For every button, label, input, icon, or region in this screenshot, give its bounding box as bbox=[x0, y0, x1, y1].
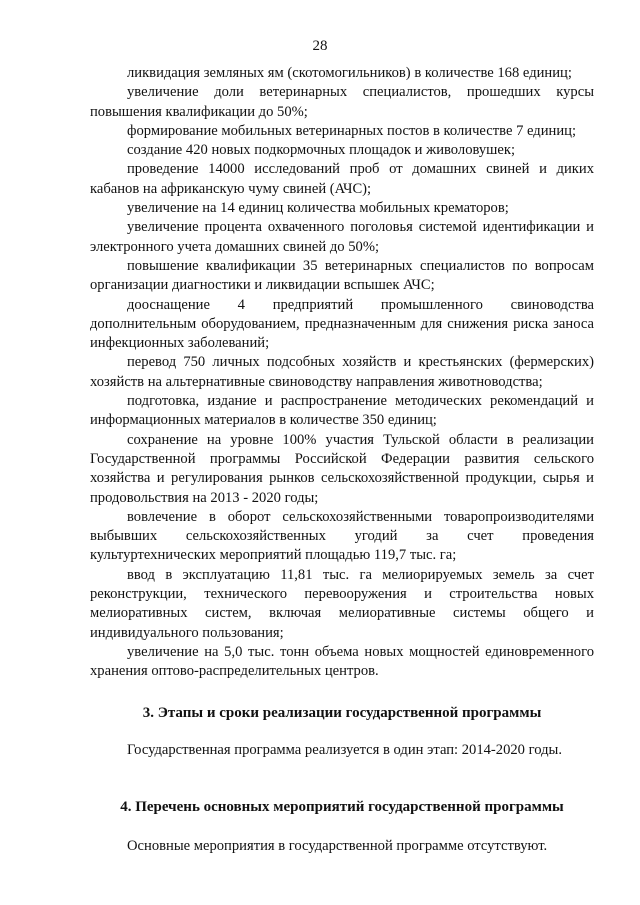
list-item: ввод в эксплуатацию 11,81 тыс. га мелиорируемых земель за счет реконструкции, технического перевооружения и строительства новых мелиоративных систем, включая мелиоративные системы общего и индивидуального пользования; bbox=[90, 566, 594, 641]
list-item: ликвидация земляных ям (скотомогильников) в количестве 168 единиц; bbox=[127, 65, 572, 81]
section-text-stages: Государственная программа реализуется в один этап: 2014-2020 годы. bbox=[127, 741, 563, 758]
list-item: перевод 750 личных подсобных хозяйств и крестьянских (фермерских) хозяйств на альтернативные свиноводству направления животноводства; bbox=[90, 354, 594, 390]
list-item: увеличение доли ветеринарных специалистов, прошедших курсы повышения квалификации до 50%; bbox=[90, 84, 594, 120]
page-content bbox=[90, 64, 594, 857]
section-heading-activities: 4. Перечень основных мероприятий государственной программы bbox=[120, 799, 564, 816]
list-item: создание 420 новых подкормочных площадок и живоловушек; bbox=[127, 142, 516, 159]
list-item: вовлечение в оборот сельскохозяйственными товаропроизводителями выбывших сельскохозяйственных угодий за счет проведения культуртехнических мероприятий площадью 119,7 тыс. га; bbox=[90, 508, 594, 564]
list-item: увеличение на 14 единиц количества мобильных крематоров; bbox=[127, 200, 509, 217]
list-item: сохранение на уровне 100% участия Тульской области в реализации Государственной программы Российской Федерации развития сельского хозяйства и регулирования рынков сельскохозяйственной продукции, сырья и продовольствия на 2013 - 2020 годы; bbox=[90, 431, 594, 506]
list-item: повышение квалификации 35 ветеринарных специалистов по вопросам организации диагностики и ликвидации вспышек АЧС; bbox=[90, 257, 594, 294]
page-number: 28 bbox=[312, 38, 328, 54]
list-item: увеличение процента охваченного поголовья системой идентификации и электронного учета домашних свиней до 50%; bbox=[90, 219, 594, 255]
list-item: увеличение на 5,0 тыс. тонн объема новых мощностей единовременного хранения оптово-распределительных центров. bbox=[90, 643, 594, 680]
list-item: подготовка, издание и распространение методических рекомендаций и информационных материалов в количестве 350 единиц; bbox=[90, 393, 594, 429]
list-item: дооснащение 4 предприятий промышленного свиноводства дополнительным оборудованием, предназначенным для снижения риска заноса инфекционных заболеваний; bbox=[90, 296, 594, 352]
list-item: проведение 14000 исследований проб от домашних свиней и диких кабанов на африканскую чуму свиней (АЧС); bbox=[90, 161, 594, 197]
list-item: формирование мобильных ветеринарных постов в количестве 7 единиц; bbox=[127, 122, 577, 139]
section-text-activities: Основные мероприятия в государственной программе отсутствуют. bbox=[127, 838, 548, 855]
section-heading-stages: 3. Этапы и сроки реализации государственной программы bbox=[142, 704, 542, 721]
